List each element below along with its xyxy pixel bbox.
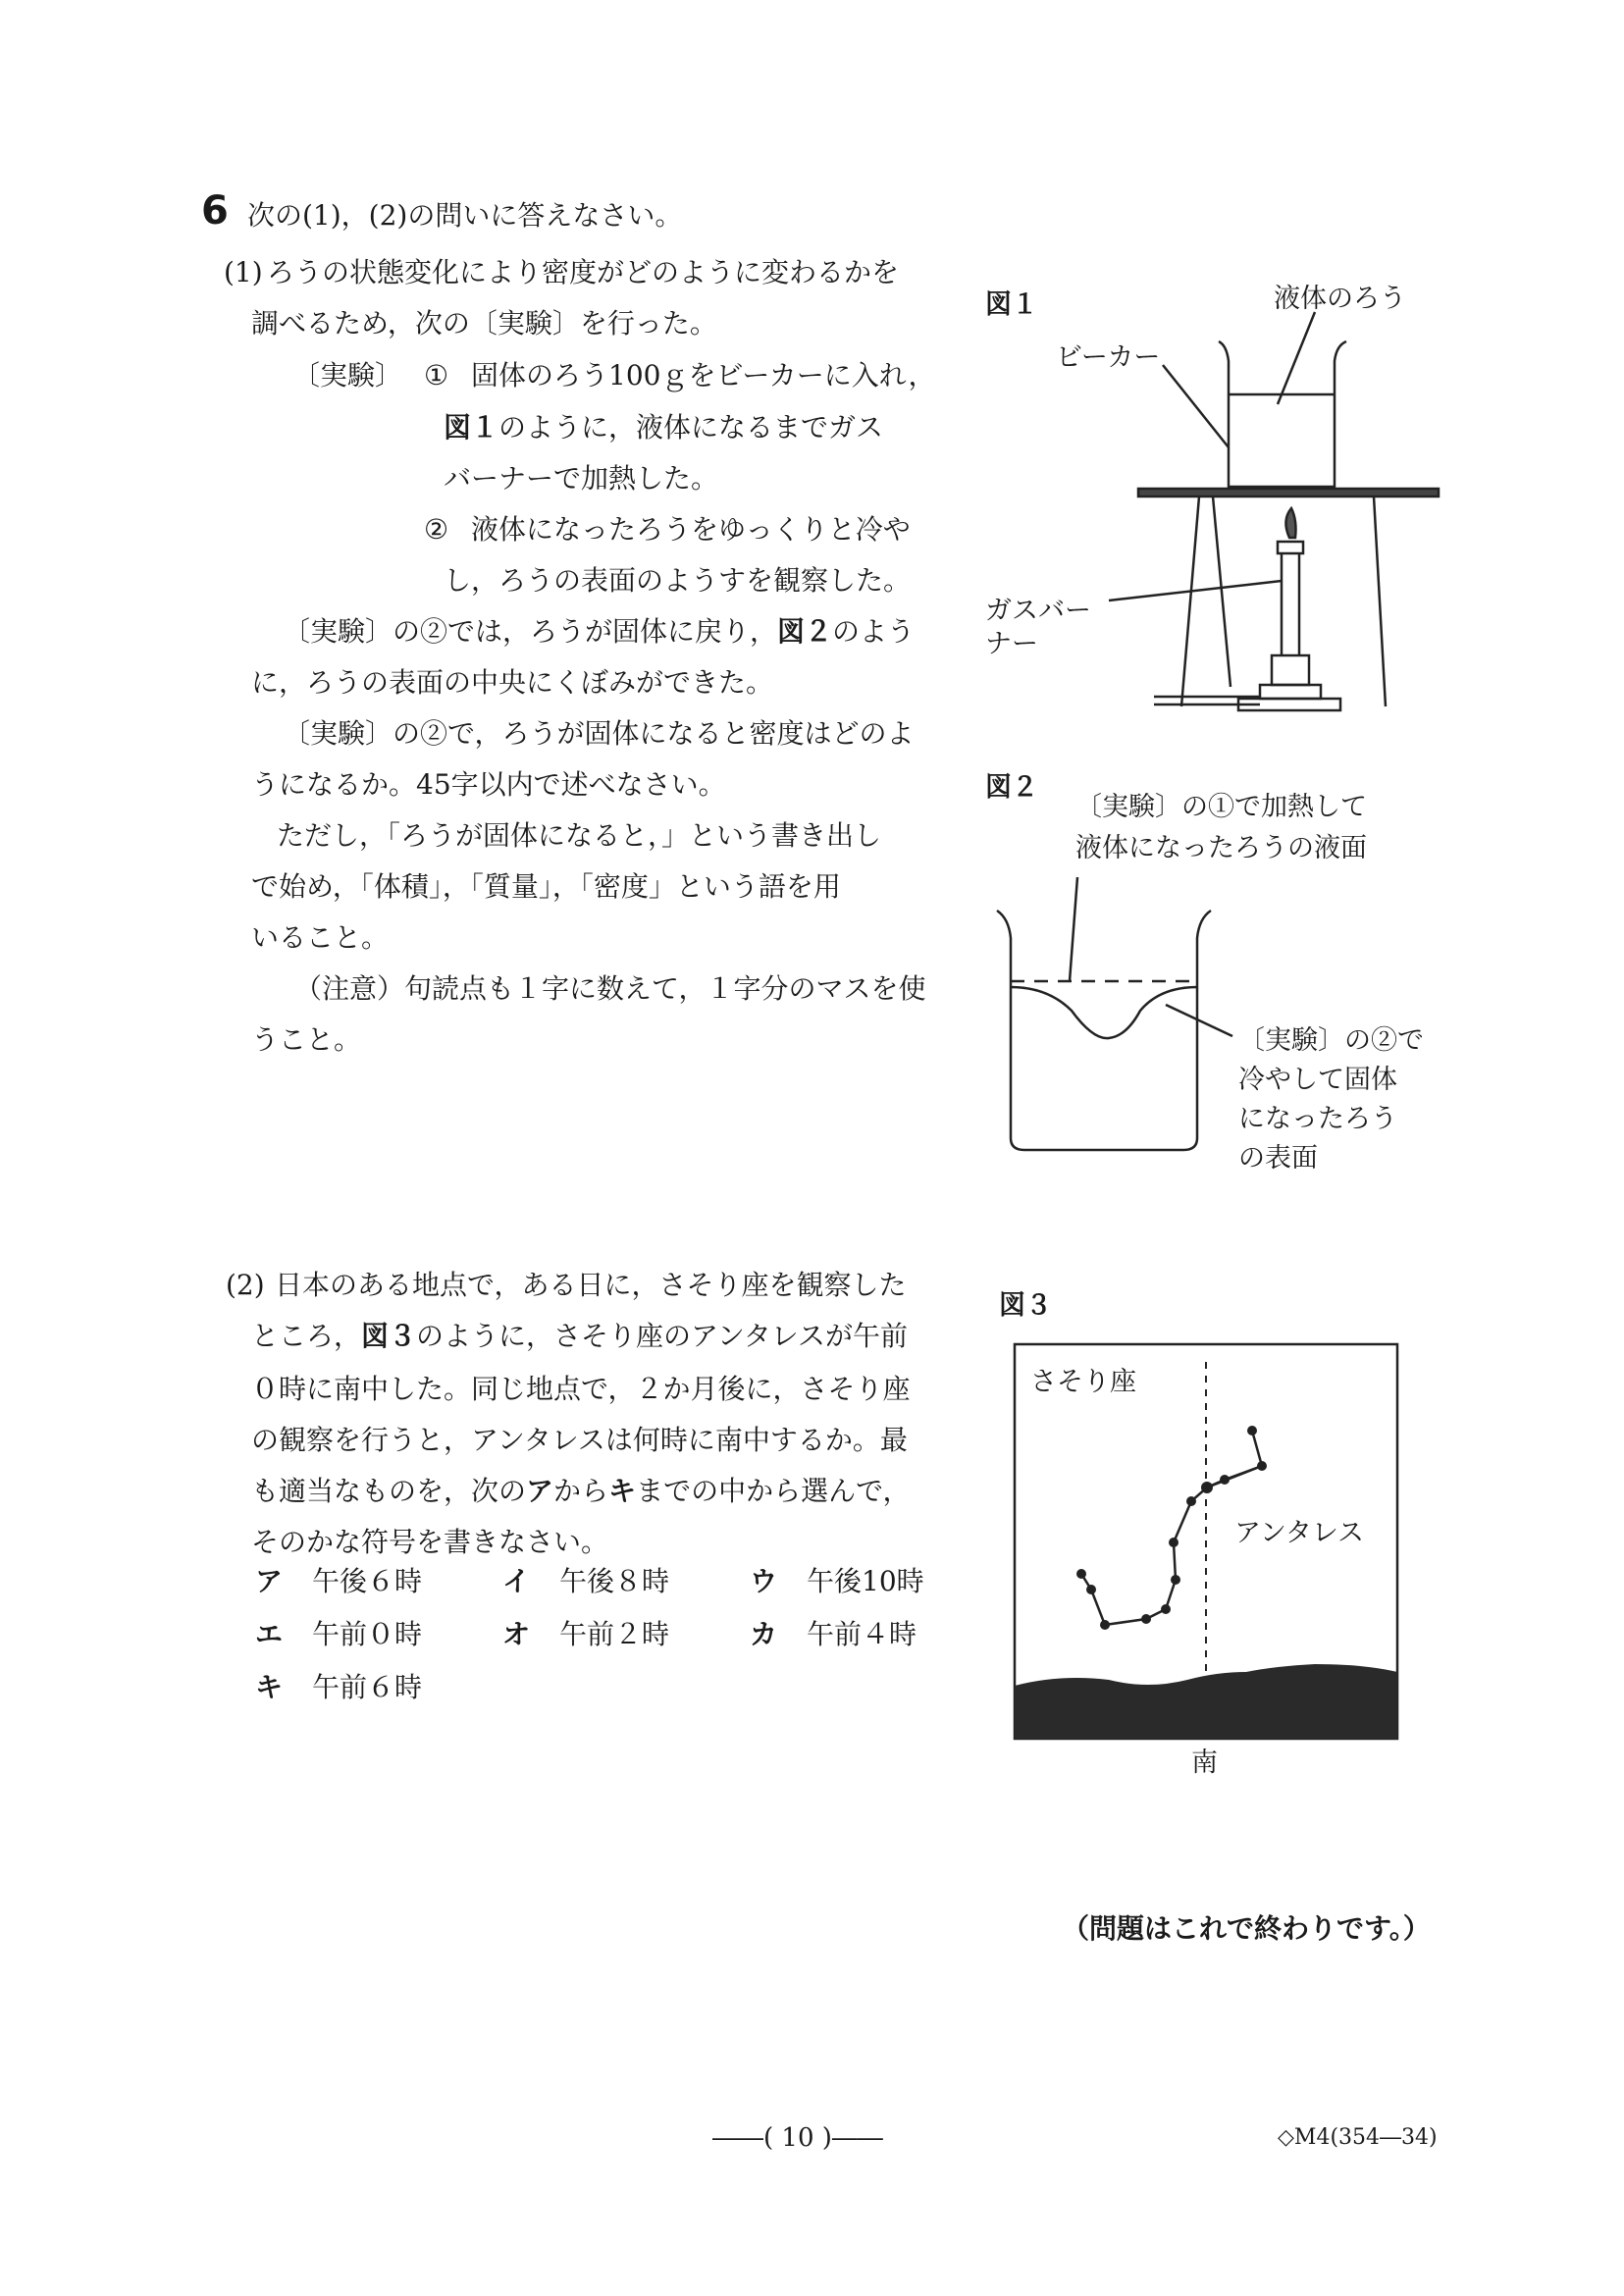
figure-reference: 図２ [777, 615, 833, 648]
note-line2: うこと。 [251, 1023, 362, 1056]
choice-range-start: ア [526, 1475, 554, 1507]
choice-letter: カ [750, 1618, 778, 1650]
para3-line1: ただし，「ろうが固体になると，」という書き出し [277, 819, 882, 852]
para3-line2: で始め，「体積」，「質量」，「密度」という語を用 [251, 870, 841, 903]
figure3-direction-label: 南 [1191, 1748, 1218, 1778]
para3-line3: いること。 [251, 921, 390, 954]
part2-text: のように，さそり座のアンタレスが午前 [416, 1320, 908, 1352]
note-line1: （注意）句読点も１字に数えて，１字分のマスを使 [294, 972, 926, 1005]
choice-letter: キ [255, 1671, 284, 1703]
choice-text: 午前０時 [312, 1618, 423, 1650]
choice-text: 午後８時 [559, 1565, 670, 1597]
step1-line2-text: のように，液体になるまでガス [498, 411, 884, 444]
figure2-side-label: になったろう [1238, 1104, 1397, 1134]
figure1-label: 図１ [985, 289, 1038, 320]
part2-text: から [553, 1475, 609, 1507]
part2-text: までの中から選んで， [636, 1475, 911, 1507]
choice-text: 午後10時 [807, 1565, 924, 1597]
question-intro: 次の(1)，(2)の問いに答えなさい。 [247, 199, 683, 232]
figure3-label: 図３ [999, 1290, 1052, 1321]
part2-label: (2) [226, 1269, 265, 1301]
part2-text: も適当なものを，次の [251, 1475, 527, 1507]
experiment-label: 〔実験〕 [292, 359, 403, 391]
choice-letter: ウ [750, 1565, 778, 1597]
part2-line6: そのかな符号を書きなさい。 [251, 1526, 609, 1558]
choice-letter: ア [255, 1565, 284, 1597]
page-number: ――( 10 )―― [712, 2123, 883, 2153]
step2-mark: ② [424, 513, 449, 546]
choice-text: 午前４時 [807, 1618, 917, 1650]
part2-line1: 日本のある地点で，ある日に，さそり座を観察した [275, 1269, 907, 1301]
figure-reference: 図３ [361, 1320, 417, 1352]
para2-line1: 〔実験〕の②で，ろうが固体になると密度はどのよ [283, 717, 915, 750]
figure2-side-label: 冷やして固体 [1238, 1065, 1397, 1095]
question-number: 6 [201, 188, 229, 234]
choice-letter: イ [502, 1565, 531, 1597]
step2-line2: し，ろうの表面のようすを観察した。 [444, 564, 912, 597]
part1-line: 調べるため，次の〔実験〕を行った。 [251, 307, 717, 339]
part1-label: (1) [224, 256, 263, 288]
part1-line: ろうの状態変化により密度がどのように変わるかを [267, 256, 900, 288]
figure1-liquid-wax-label: 液体のろう [1274, 284, 1406, 314]
step1-mark: ① [424, 359, 449, 391]
figure2-side-label: の表面 [1238, 1143, 1318, 1174]
para1-text: 〔実験〕の②では，ろうが固体に戻り， [283, 615, 778, 648]
choice-text: 午後６時 [312, 1565, 423, 1597]
para1-text: のよう [832, 615, 916, 648]
choice-letter: エ [255, 1618, 284, 1650]
figure-reference: 図１ [444, 411, 499, 444]
step1-text: 固体のろう100ｇをビーカーに入れ， [471, 359, 936, 391]
document-code: ◇M4(354―34) [1278, 2125, 1438, 2150]
step1-line3: バーナーで加熱した。 [444, 462, 719, 495]
figure3-constellation-label: さそり座 [1030, 1367, 1136, 1397]
choice-text: 午前６時 [312, 1671, 423, 1703]
figure2-caption: 〔実験〕の①で加熱して [1075, 792, 1367, 822]
para2-line2: うになるか。45字以内で述べなさい。 [251, 768, 726, 801]
figure1-beaker-label: ビーカー [1056, 342, 1161, 373]
choice-letter: オ [502, 1618, 531, 1650]
figure1-burner-label: ガスバー [985, 596, 1091, 626]
figure2-caption: 液体になったろうの液面 [1075, 833, 1367, 863]
figure3-star-label: アンタレス [1234, 1518, 1365, 1548]
part2-line3: ０時に南中した。同じ地点で，２か月後に，さそり座 [251, 1373, 911, 1405]
figure2-side-label: 〔実験〕の②で [1238, 1025, 1424, 1056]
figure1-burner-label: ナー [985, 629, 1038, 659]
choice-text: 午前２時 [559, 1618, 670, 1650]
figure2-label: 図２ [985, 772, 1038, 803]
para1-line2: に，ろうの表面の中央にくぼみができた。 [251, 666, 774, 699]
choice-range-end: キ [608, 1475, 637, 1507]
step2-text: 液体になったろうをゆっくりと冷や [471, 513, 911, 546]
part2-line4: の観察を行うと，アンタレスは何時に南中するか。最 [251, 1424, 908, 1456]
part2-text: ところ， [251, 1320, 362, 1352]
end-note: （問題はこれで終わりです。） [1062, 1912, 1431, 1945]
